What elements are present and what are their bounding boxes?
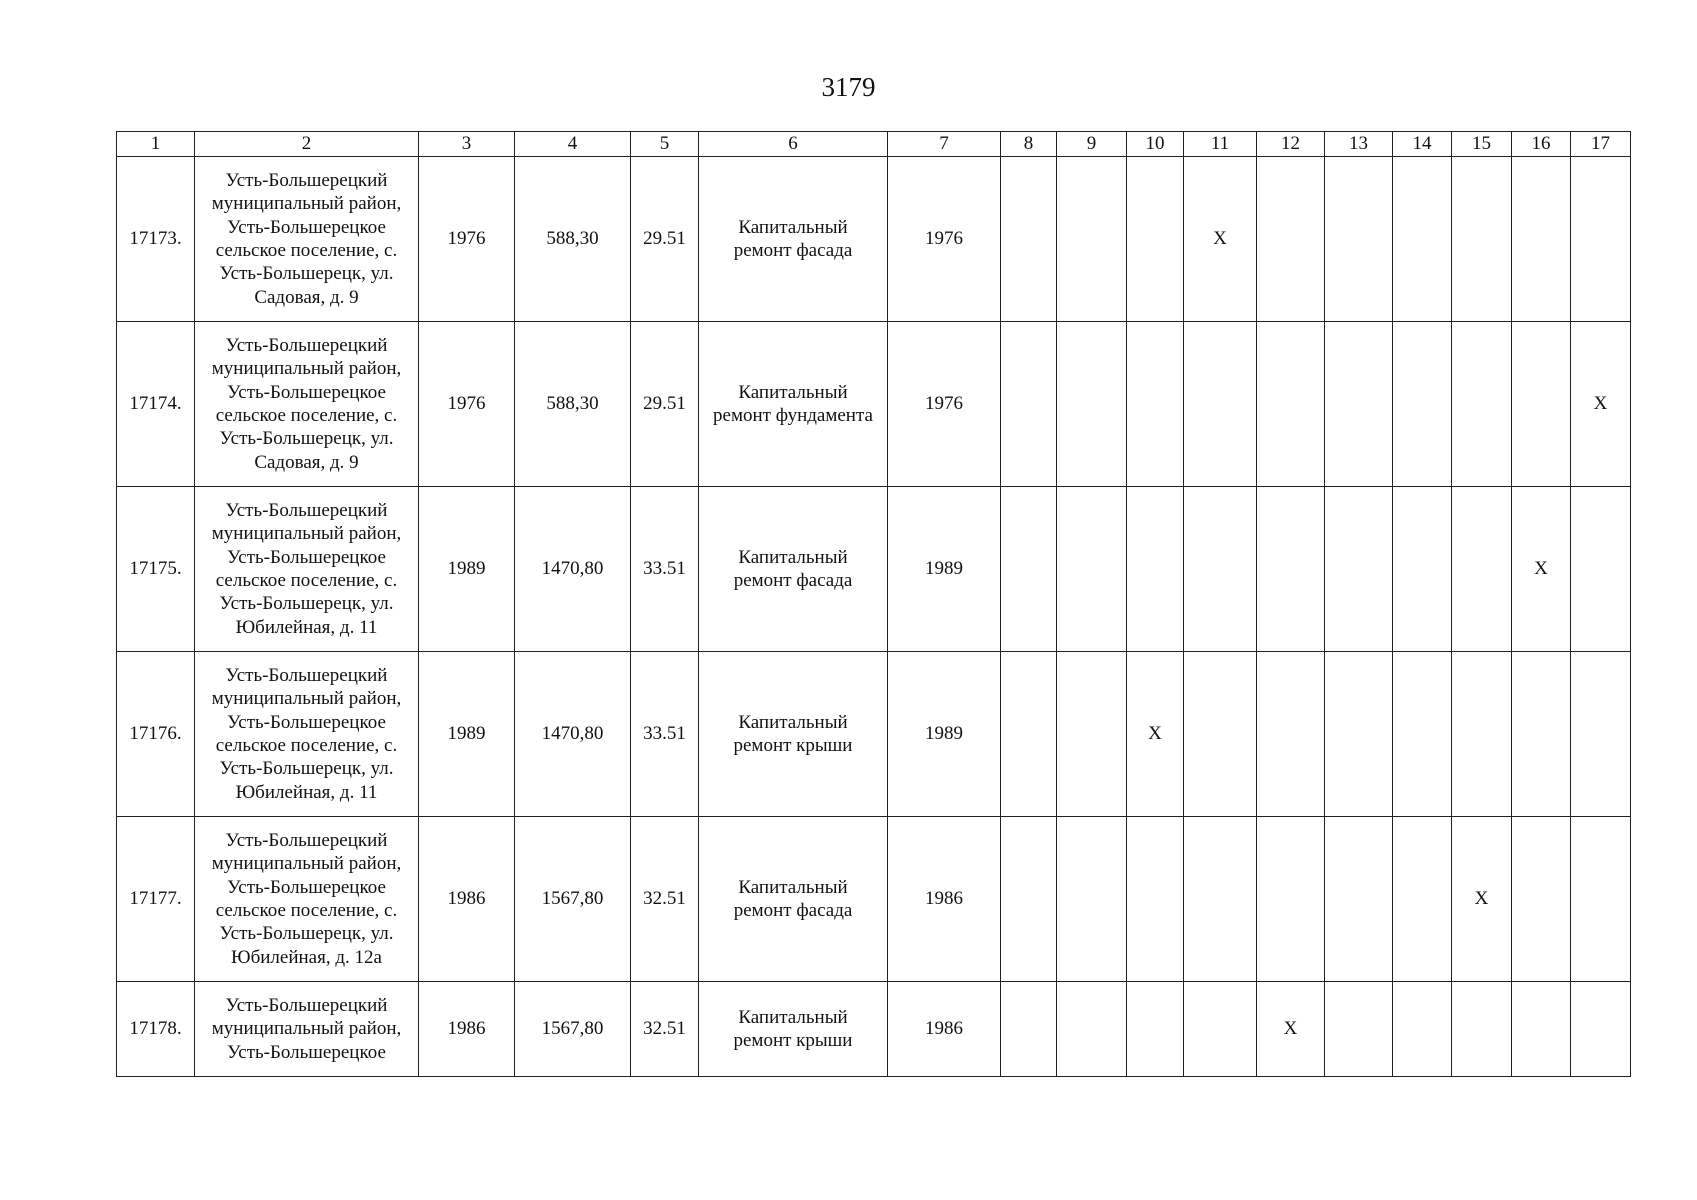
table-row [117,817,1631,982]
column-number-15: 15 [1452,132,1512,157]
year-last-cell: 1989 [888,487,1001,652]
work-type-cell: Капитальный ремонт фасада [699,487,888,652]
mark-cell-col-15 [1452,652,1512,817]
year-last-cell: 1976 [888,157,1001,322]
mark-cell-col-17 [1571,982,1631,1077]
mark-cell-col-13 [1325,652,1393,817]
mark-cell-col-8 [1001,322,1057,487]
wear-cell: 33.51 [631,652,699,817]
column-number-4: 4 [515,132,631,157]
mark-cell-col-10 [1127,487,1184,652]
mark-cell-col-15 [1452,322,1512,487]
column-number-2: 2 [195,132,419,157]
row-id-cell: 17174. [117,322,195,487]
column-number-10: 10 [1127,132,1184,157]
mark-cell-col-9 [1057,322,1127,487]
address-cell: Усть-Большерецкий муниципальный район, Усть-Большерецкое сельское поселение, с. Усть-Большерецк, ул. Садовая, д. 9 [195,157,419,322]
work-type-cell: Капитальный ремонт фасада [699,157,888,322]
mark-cell-col-16 [1512,322,1571,487]
mark-cell-col-16 [1512,157,1571,322]
mark-cell-col-15 [1452,487,1512,652]
mark-cell-col-16 [1512,982,1571,1077]
column-number-17: 17 [1571,132,1631,157]
address-cell: Усть-Большерецкий муниципальный район, Усть-Большерецкое сельское поселение, с. Усть-Большерецк, ул. Юбилейная, д. 11 [195,652,419,817]
area-cell: 588,30 [515,157,631,322]
work-type-cell: Капитальный ремонт фундамента [699,322,888,487]
mark-x-col-11: Х [1184,157,1257,322]
column-number-13: 13 [1325,132,1393,157]
year-cell: 1989 [419,652,515,817]
mark-cell-col-14 [1393,982,1452,1077]
mark-cell-col-9 [1057,487,1127,652]
mark-cell-col-11 [1184,652,1257,817]
column-number-7: 7 [888,132,1001,157]
column-number-11: 11 [1184,132,1257,157]
mark-cell-col-11 [1184,487,1257,652]
address-cell: Усть-Большерецкий муниципальный район, Усть-Большерецкое сельское поселение, с. Усть-Большерецк, ул. Садовая, д. 9 [195,322,419,487]
address-cell: Усть-Большерецкий муниципальный район, Усть-Большерецкое сельское поселение, с. Усть-Большерецк, ул. Юбилейная, д. 11 [195,487,419,652]
wear-cell: 32.51 [631,982,699,1077]
mark-cell-col-12 [1257,652,1325,817]
mark-cell-col-14 [1393,157,1452,322]
mark-cell-col-14 [1393,322,1452,487]
mark-x-col-10: Х [1127,652,1184,817]
year-cell: 1989 [419,487,515,652]
area-cell: 1470,80 [515,487,631,652]
row-id-cell: 17178. [117,982,195,1077]
table-row [117,157,1631,322]
year-cell: 1986 [419,982,515,1077]
mark-cell-col-14 [1393,487,1452,652]
table-row [117,652,1631,817]
work-type-cell: Капитальный ремонт крыши [699,982,888,1077]
column-number-6: 6 [699,132,888,157]
mark-cell-col-14 [1393,817,1452,982]
address-cell: Усть-Большерецкий муниципальный район, Усть-Большерецкое сельское поселение, с. Усть-Большерецк, ул. Юбилейная, д. 12а [195,817,419,982]
row-id-cell: 17173. [117,157,195,322]
mark-cell-col-11 [1184,982,1257,1077]
repair-schedule-table [116,131,1631,1077]
row-id-cell: 17176. [117,652,195,817]
mark-cell-col-11 [1184,817,1257,982]
mark-cell-col-8 [1001,982,1057,1077]
mark-cell-col-9 [1057,157,1127,322]
mark-x-col-17: Х [1571,322,1631,487]
column-number-14: 14 [1393,132,1452,157]
column-number-8: 8 [1001,132,1057,157]
mark-x-col-16: Х [1512,487,1571,652]
mark-cell-col-12 [1257,817,1325,982]
row-id-cell: 17175. [117,487,195,652]
mark-cell-col-13 [1325,817,1393,982]
mark-cell-col-15 [1452,982,1512,1077]
mark-cell-col-9 [1057,817,1127,982]
mark-cell-col-8 [1001,157,1057,322]
mark-cell-col-15 [1452,157,1512,322]
row-id-cell: 17177. [117,817,195,982]
wear-cell: 33.51 [631,487,699,652]
mark-cell-col-17 [1571,652,1631,817]
mark-cell-col-12 [1257,322,1325,487]
mark-x-col-15: Х [1452,817,1512,982]
year-last-cell: 1976 [888,322,1001,487]
mark-cell-col-17 [1571,487,1631,652]
column-number-5: 5 [631,132,699,157]
column-number-9: 9 [1057,132,1127,157]
wear-cell: 29.51 [631,157,699,322]
mark-cell-col-12 [1257,157,1325,322]
wear-cell: 29.51 [631,322,699,487]
mark-cell-col-10 [1127,982,1184,1077]
mark-cell-col-11 [1184,322,1257,487]
mark-cell-col-14 [1393,652,1452,817]
address-cell: Усть-Большерецкий муниципальный район, Усть-Большерецкое [195,982,419,1077]
year-cell: 1986 [419,817,515,982]
mark-cell-col-10 [1127,322,1184,487]
mark-cell-col-9 [1057,982,1127,1077]
mark-cell-col-13 [1325,322,1393,487]
mark-cell-col-8 [1001,652,1057,817]
mark-cell-col-17 [1571,817,1631,982]
year-last-cell: 1986 [888,982,1001,1077]
table-row [117,322,1631,487]
year-last-cell: 1986 [888,817,1001,982]
mark-cell-col-17 [1571,157,1631,322]
column-number-3: 3 [419,132,515,157]
mark-x-col-12: Х [1257,982,1325,1077]
mark-cell-col-13 [1325,487,1393,652]
year-cell: 1976 [419,157,515,322]
mark-cell-col-13 [1325,157,1393,322]
mark-cell-col-8 [1001,487,1057,652]
repair-schedule-table-wrap [116,131,1631,1077]
work-type-cell: Капитальный ремонт крыши [699,652,888,817]
mark-cell-col-9 [1057,652,1127,817]
work-type-cell: Капитальный ремонт фасада [699,817,888,982]
area-cell: 1567,80 [515,982,631,1077]
mark-cell-col-8 [1001,817,1057,982]
mark-cell-col-10 [1127,817,1184,982]
mark-cell-col-13 [1325,982,1393,1077]
year-cell: 1976 [419,322,515,487]
page-number: 3179 [821,72,876,102]
column-number-1: 1 [117,132,195,157]
mark-cell-col-16 [1512,817,1571,982]
wear-cell: 32.51 [631,817,699,982]
table-row [117,487,1631,652]
area-cell: 1470,80 [515,652,631,817]
column-number-12: 12 [1257,132,1325,157]
mark-cell-col-10 [1127,157,1184,322]
column-number-16: 16 [1512,132,1571,157]
area-cell: 588,30 [515,322,631,487]
mark-cell-col-16 [1512,652,1571,817]
column-number-row [117,132,1631,157]
year-last-cell: 1989 [888,652,1001,817]
table-row [117,982,1631,1077]
table-body [117,132,1631,1077]
mark-cell-col-12 [1257,487,1325,652]
area-cell: 1567,80 [515,817,631,982]
